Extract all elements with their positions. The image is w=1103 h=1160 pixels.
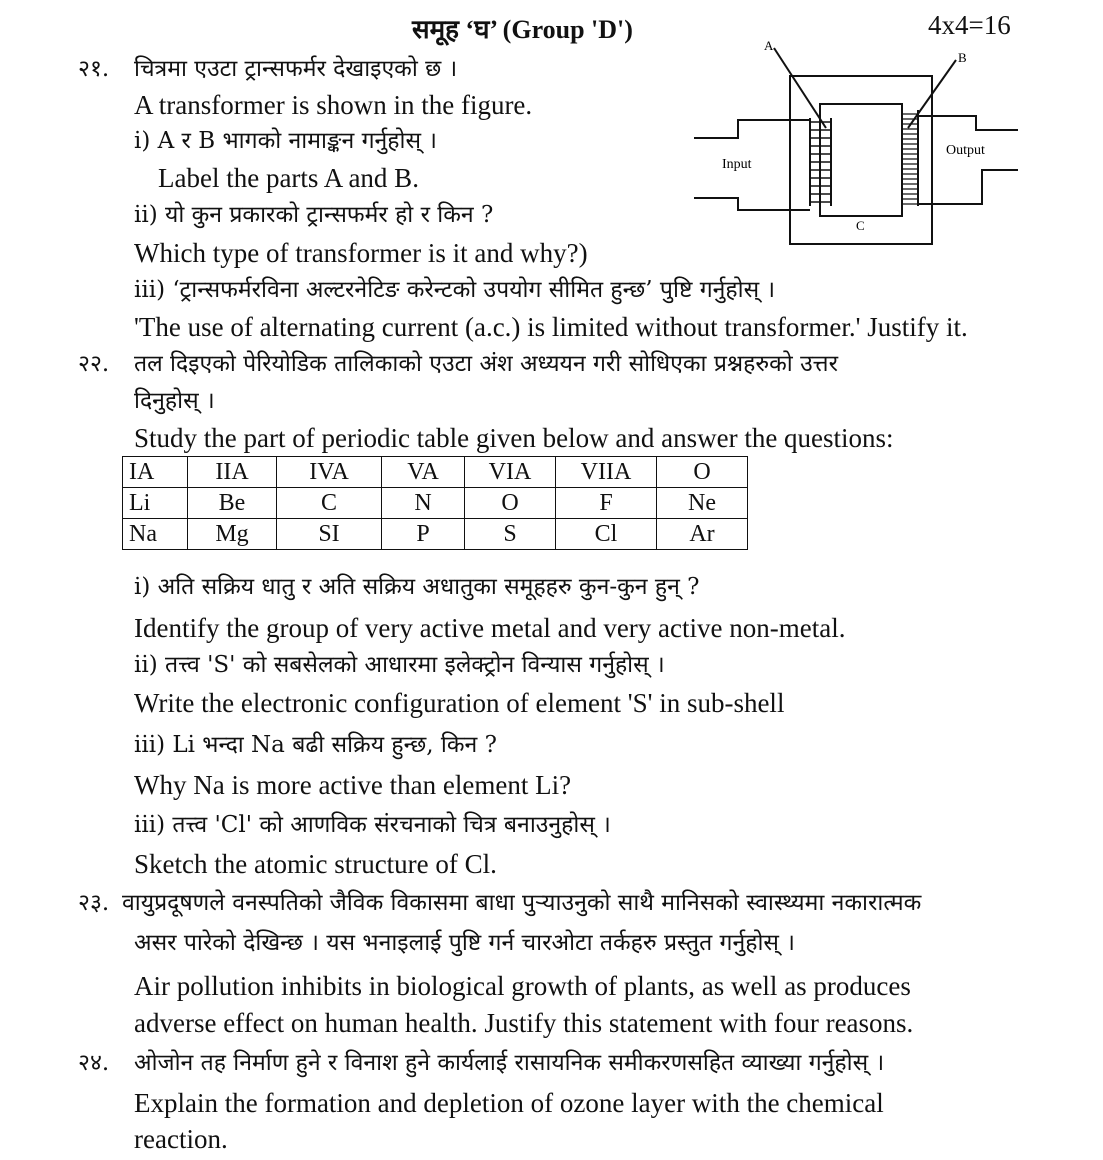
table-header-cell: IA: [123, 457, 188, 488]
table-cell: C: [277, 488, 382, 519]
q23-english-line1: Air pollution inhibits in biological growth of plants, as well as produces: [134, 971, 911, 1001]
table-header-cell: VA: [382, 457, 465, 488]
q22-part-iii-nepali: iii) Li भन्दा Na बढी सक्रिय हुन्छ, किन ?: [134, 732, 497, 758]
table-cell: F: [556, 488, 657, 519]
q21-part-iii-english: 'The use of alternating current (a.c.) is limited without transformer.' Justify it.: [134, 312, 968, 342]
table-header-cell: VIA: [465, 457, 556, 488]
q24-english-line1: Explain the formation and depletion of ozone layer with the chemical: [134, 1088, 884, 1118]
table-cell: Na: [123, 519, 188, 550]
q21-part-i-nepali: i) A र B भागको नामाङ्कन गर्नुहोस् ।: [134, 128, 438, 154]
table-cell: S: [465, 519, 556, 550]
q22-part-iii-english: Why Na is more active than element Li?: [134, 770, 572, 800]
q23-nepali-line1: वायुप्रदूषणले वनस्पतिको जैविक विकासमा बाधा पुऱ्याउनुको साथै मानिसको स्वास्थ्यमा नकारात्मक: [122, 890, 922, 916]
section-title: समूह ‘घ’ (Group 'D'): [412, 15, 633, 44]
periodic-table-header-row: [123, 457, 748, 488]
q22-part-ii-nepali: ii) तत्त्व 'S' को सबसेलको आधारमा इलेक्ट्रोन विन्यास गर्नुहोस् ।: [134, 652, 665, 678]
q21-intro-english: A transformer is shown in the figure.: [134, 90, 533, 120]
table-cell: Ne: [657, 488, 748, 519]
q21-part-i-english: Label the parts A and B.: [158, 163, 419, 193]
label-a: A: [764, 38, 774, 53]
q22-part-i-nepali: i) अति सक्रिय धातु र अति सक्रिय अधातुका समूहहरु कुन-कुन हुन् ?: [134, 574, 700, 600]
q22-part-i-english: Identify the group of very active metal and very active non-metal.: [134, 613, 846, 643]
input-lead-top: [694, 120, 810, 138]
question-number-24: २४.: [78, 1050, 110, 1076]
question-number-22: २२.: [78, 351, 110, 377]
q22-part-iv-english: Sketch the atomic structure of Cl.: [134, 849, 497, 879]
table-header-cell: VIIA: [556, 457, 657, 488]
table-cell: Mg: [188, 519, 277, 550]
q22-intro-english: Study the part of periodic table given below and answer the questions:: [134, 423, 894, 453]
q24-english-line2: reaction.: [134, 1124, 228, 1154]
table-header-cell: IVA: [277, 457, 382, 488]
section-marks: 4x4=16: [928, 10, 1011, 40]
q23-nepali-line2: असर पारेको देखिन्छ । यस भनाइलाई पुष्टि गर्न चारओटा तर्कहरु प्रस्तुत गर्नुहोस् ।: [134, 930, 795, 956]
input-lead-bottom: [694, 198, 810, 210]
label-input: Input: [722, 157, 752, 172]
table-header-cell: O: [657, 457, 748, 488]
table-header-cell: IIA: [188, 457, 277, 488]
pointer-a-line: [774, 48, 826, 128]
secondary-coil: [902, 110, 918, 206]
table-cell: Li: [123, 488, 188, 519]
q22-intro-nepali-line2: दिनुहोस् ।: [134, 388, 215, 414]
table-cell: N: [382, 488, 465, 519]
transformer-figure: [686, 38, 1026, 248]
table-cell: P: [382, 519, 465, 550]
q23-english-line2: adverse effect on human health. Justify this statement with four reasons.: [134, 1008, 914, 1038]
question-number-23: २३.: [78, 890, 110, 916]
periodic-table: [122, 456, 748, 550]
label-c: C: [856, 218, 865, 233]
q22-intro-nepali-line1: तल दिइएको पेरियोडिक तालिकाको एउटा अंश अध्ययन गरी सोधिएका प्रश्नहरुको उत्तर: [134, 351, 838, 377]
q21-part-ii-english: Which type of transformer is it and why?): [134, 238, 588, 268]
table-row: [123, 519, 748, 550]
q22-part-ii-english: Write the electronic configuration of element 'S' in sub-shell: [134, 688, 785, 718]
table-row: [123, 488, 748, 519]
question-number-21: २१.: [78, 56, 110, 82]
label-output: Output: [946, 143, 985, 158]
q21-part-ii-nepali: ii) यो कुन प्रकारको ट्रान्सफर्मर हो र किन ?: [134, 202, 494, 228]
transformer-core-inner: [820, 104, 902, 216]
q24-nepali-line1: ओजोन तह निर्माण हुने र विनाश हुने कार्यलाई रासायनिक समीकरणसहित व्याख्या गर्नुहोस् ।: [134, 1050, 885, 1076]
table-cell: O: [465, 488, 556, 519]
table-cell: SI: [277, 519, 382, 550]
label-b: B: [958, 50, 967, 65]
q21-intro-nepali: चित्रमा एउटा ट्रान्सफर्मर देखाइएको छ ।: [134, 56, 458, 82]
q22-part-iv-nepali: iii) तत्त्व 'Cl' को आणविक संरचनाको चित्र बनाउनुहोस् ।: [134, 812, 611, 838]
q21-part-iii-nepali: iii) ‘ट्रान्सफर्मरविना अल्टरनेटिङ करेन्टको उपयोग सीमित हुन्छ’ पुष्टि गर्नुहोस् ।: [134, 277, 776, 303]
table-cell: Be: [188, 488, 277, 519]
table-cell: Ar: [657, 519, 748, 550]
table-cell: Cl: [556, 519, 657, 550]
